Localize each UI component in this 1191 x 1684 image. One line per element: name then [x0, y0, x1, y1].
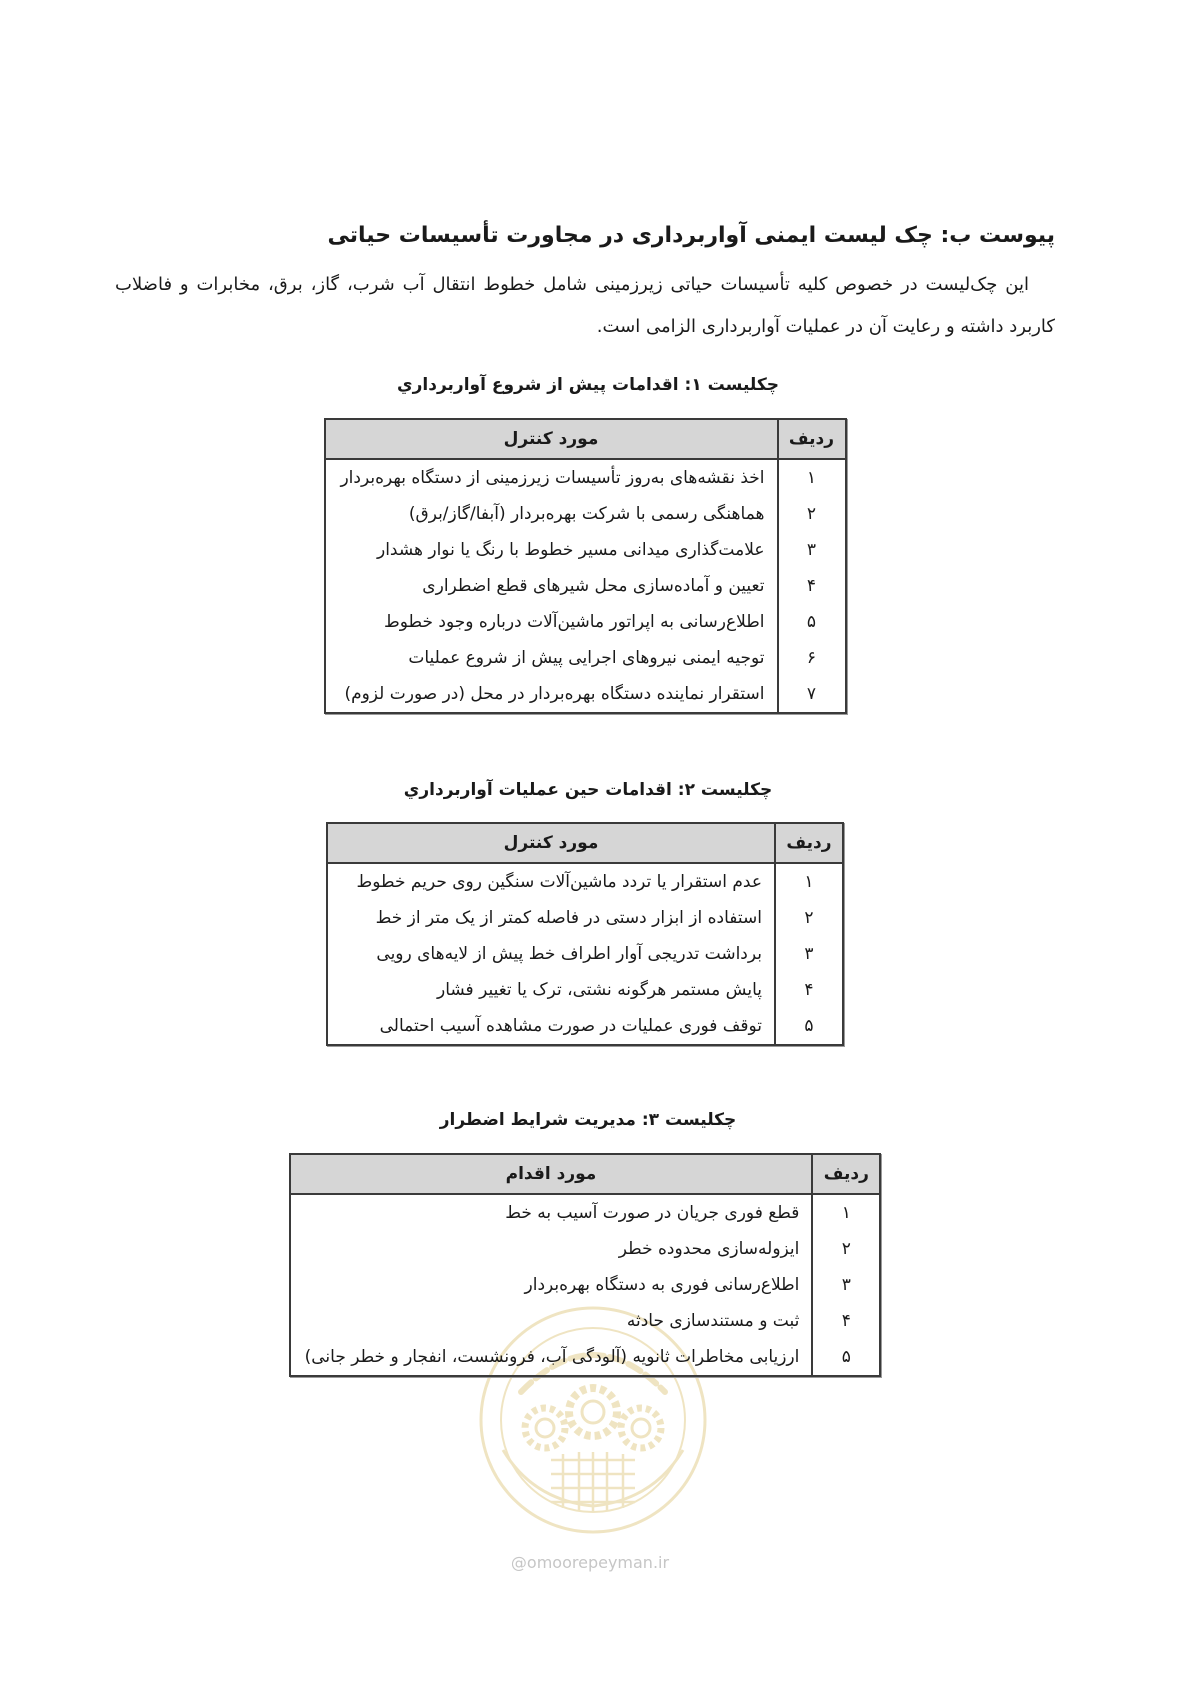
- row-number: ۵: [778, 604, 846, 640]
- table-row: [290, 1267, 881, 1303]
- row-text: ارزیابی مخاطرات ثانویه (آلودگی آب، فرونشست، انفجار و خطر جانی): [304, 1347, 800, 1367]
- table-row: [327, 900, 843, 936]
- logo-gear-center-hub: [582, 1401, 604, 1423]
- checklist-2: [0, 822, 1170, 1046]
- checklist-1-title: چکلیست ۱: اقدامات پیش از شروع آواربرداري: [397, 375, 779, 395]
- row-number: ۴: [778, 568, 846, 604]
- row-text: ثبت و مستندسازی حادثه: [626, 1311, 800, 1331]
- table-row: [327, 936, 843, 972]
- row-text: استقرار نماینده دستگاه بهره‌بردار در محل (در صورت لزوم): [344, 684, 765, 704]
- header-item: مورد کنترل: [325, 419, 778, 459]
- table-row: [325, 640, 846, 676]
- table-row: [325, 459, 846, 496]
- row-text: برداشت تدریجی آوار اطراف خط پیش از لایه‌های رویی: [376, 944, 762, 964]
- row-number: ۵: [775, 1008, 843, 1045]
- table-header-row: [325, 419, 846, 459]
- header-item: مورد اقدام: [290, 1154, 813, 1194]
- row-text: پایش مستمر هرگونه نشتی، ترک یا تغییر فشار: [437, 980, 762, 1000]
- header-row-number: ردیف: [775, 823, 843, 863]
- header-item: مورد کنترل: [327, 823, 775, 863]
- row-text: تعیین و آماده‌سازی محل شیرهای قطع اضطراری: [422, 576, 765, 596]
- table-row: [327, 972, 843, 1008]
- checklist-1-table: [324, 418, 847, 714]
- logo-grid: [551, 1452, 635, 1512]
- checklist-3-table: [289, 1153, 882, 1377]
- row-text: اطلاع‌رسانی به اپراتور ماشین‌آلات درباره وجود خطوط: [384, 612, 765, 632]
- watermark-site-text: @omoorepeyman.ir: [510, 1553, 670, 1572]
- logo-gear-center: [569, 1388, 617, 1436]
- table-row: [290, 1231, 881, 1267]
- row-text: اخذ نقشه‌های به‌روز تأسیسات زیرزمینی از دستگاه بهره‌بردار: [340, 468, 765, 488]
- table-row: [325, 496, 846, 532]
- table-row: [325, 532, 846, 568]
- row-number: ۲: [778, 496, 846, 532]
- row-number: ۲: [775, 900, 843, 936]
- table-row: [327, 1008, 843, 1045]
- table-row: [290, 1339, 881, 1376]
- row-number: ۷: [778, 676, 846, 713]
- checklist-1: [0, 418, 1170, 714]
- row-number: ۳: [812, 1267, 880, 1303]
- row-text: ایزوله‌سازی محدوده خطر: [618, 1239, 800, 1259]
- checklist-2-table: [326, 822, 844, 1046]
- table-row: [325, 676, 846, 713]
- appendix-heading: پیوست ب: چک لیست ایمنی آواربرداری در مجاورت تأسیسات حیاتی: [327, 223, 1055, 248]
- checklist-3: [0, 1153, 1170, 1377]
- table-header-row: [290, 1154, 881, 1194]
- row-text: توقف فوری عملیات در صورت مشاهده آسیب احتمالی: [379, 1016, 762, 1036]
- row-number: ۱: [775, 863, 843, 900]
- row-number: ۱: [812, 1194, 880, 1231]
- checklist-3-title: چکلیست ۳: مدیریت شرایط اضطرار: [439, 1110, 737, 1130]
- header-row-number: ردیف: [812, 1154, 880, 1194]
- row-number: ۴: [812, 1303, 880, 1339]
- intro-paragraph: این چک‌لیست در خصوص کلیه تأسیسات حیاتی زیرزمینی شامل خطوط انتقال آب شرب، گاز، برق، مخابرات و فاضلاب کاربرد داشته و رعایت آن در عملیات آواربرداری الزامی است.: [115, 274, 1055, 337]
- row-text: استفاده از ابزار دستی در فاصله کمتر از یک متر از خط: [375, 908, 762, 928]
- checklist-2-title: چکلیست ۲: اقدامات حین عملیات آواربرداري: [403, 780, 773, 800]
- row-number: ۵: [812, 1339, 880, 1376]
- row-number: ۳: [775, 936, 843, 972]
- header-row-number: ردیف: [778, 419, 846, 459]
- row-number: ۶: [778, 640, 846, 676]
- table-row: [290, 1303, 881, 1339]
- row-number: ۱: [778, 459, 846, 496]
- row-text: قطع فوری جریان در صورت آسیب به خط: [505, 1203, 800, 1223]
- row-text: عدم استقرار یا تردد ماشین‌آلات سنگین روی حریم خطوط: [356, 872, 762, 892]
- logo-gear-left-hub: [536, 1419, 554, 1437]
- row-text: علامت‌گذاری میدانی مسیر خطوط با رنگ یا نوار هشدار: [376, 540, 765, 560]
- row-number: ۴: [775, 972, 843, 1008]
- logo-gear-right-hub: [632, 1419, 650, 1437]
- row-number: ۲: [812, 1231, 880, 1267]
- logo-gear-right: [621, 1408, 661, 1448]
- logo-gear-left: [525, 1408, 565, 1448]
- row-number: ۳: [778, 532, 846, 568]
- row-text: هماهنگی رسمی با شرکت بهره‌بردار (آبفا/گاز/برق): [408, 504, 765, 524]
- table-row: [290, 1194, 881, 1231]
- table-row: [327, 863, 843, 900]
- row-text: توجیه ایمنی نیروهای اجرایی پیش از شروع عملیات: [408, 648, 765, 668]
- table-row: [325, 604, 846, 640]
- row-text: اطلاع‌رسانی فوری به دستگاه بهره‌بردار: [524, 1275, 800, 1295]
- table-header-row: [327, 823, 843, 863]
- table-row: [325, 568, 846, 604]
